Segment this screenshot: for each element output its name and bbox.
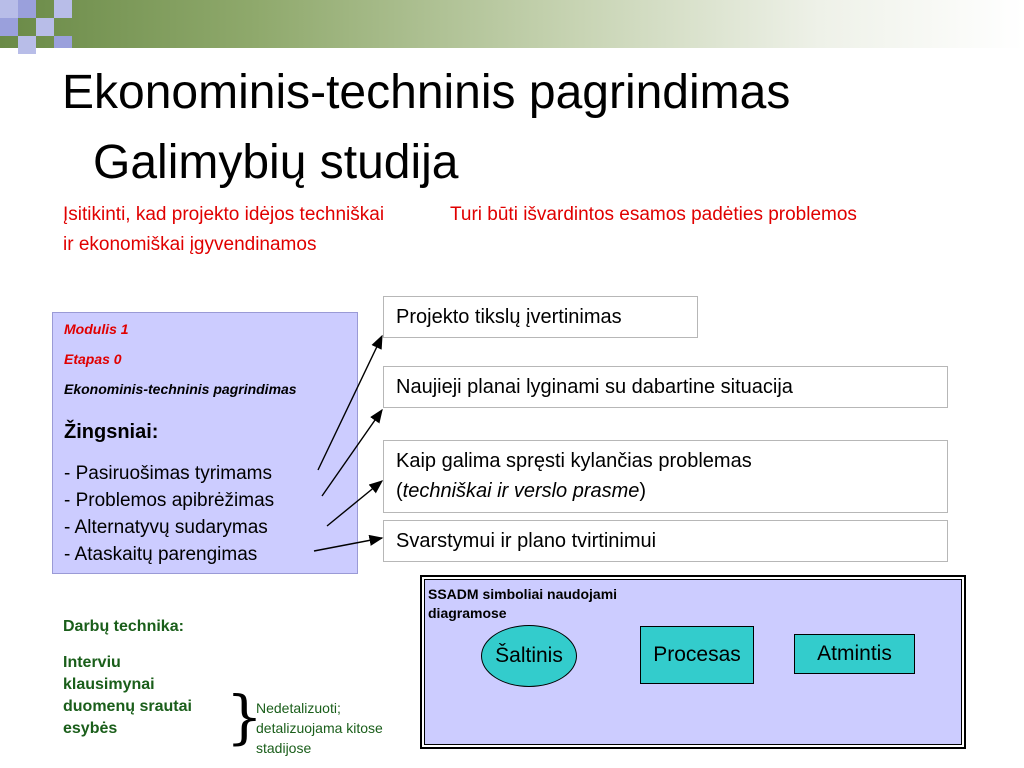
- stage-label: Etapas 0: [64, 351, 122, 367]
- techniques-heading: Darbų technika:: [63, 618, 184, 635]
- step-item: - Pasiruošimas tyrimams: [64, 463, 272, 484]
- arrow-to-problem-box: [327, 481, 382, 526]
- step-item: - Problemos apibrėžimas: [64, 490, 275, 511]
- goal-assessment-text: Projekto tikslų įvertinimas: [396, 306, 622, 328]
- process-symbol: Procesas: [640, 626, 754, 684]
- step-item: - Ataskaitų parengimas: [64, 544, 258, 565]
- steps-heading: Žingsniai:: [64, 421, 159, 443]
- slide-subtitle: Galimybių studija: [93, 136, 459, 189]
- ssadm-title: SSADM simboliai naudojami diagramose: [428, 586, 618, 621]
- module-label: Modulis 1: [64, 321, 129, 337]
- note-problems: Turi būti išvardintos esamos padėties problemos: [450, 204, 857, 225]
- detail-note: Nedetalizuoti; detalizuojama kitose stadijose: [256, 700, 383, 756]
- arrow-to-approval-box: [314, 538, 382, 551]
- note-feasibility: Įsitikinti, kad projekto idėjos techniškai ir ekonomiškai įgyvendinamos: [63, 204, 385, 255]
- module-name: Ekonominis-techninis pagrindimas: [64, 381, 297, 397]
- curly-brace: }: [226, 683, 263, 751]
- arrow-to-goal-box: [318, 336, 382, 470]
- problem-solving-aspect: (techniškai ir verslo prasme): [396, 480, 647, 502]
- arrow-to-plan-box: [322, 410, 382, 496]
- source-symbol: Šaltinis: [481, 625, 577, 687]
- techniques-list: [63, 652, 192, 740]
- datastore-symbol: Atmintis: [794, 634, 915, 674]
- plan-comparison-text: Naujieji planai lyginami su dabartine situacija: [396, 376, 793, 398]
- technique-item: klausimynai: [63, 676, 155, 693]
- technique-item: Interviu: [63, 654, 121, 671]
- problem-solving-text: Kaip galima spręsti kylančias problemas: [396, 450, 752, 472]
- technique-item: esybės: [63, 720, 118, 737]
- slide-title: Ekonominis-techninis pagrindimas: [62, 66, 791, 119]
- approval-text: Svarstymui ir plano tvirtinimui: [396, 530, 657, 552]
- technique-item: duomenų srautai: [63, 698, 192, 715]
- step-item: - Alternatyvų sudarymas: [64, 517, 268, 538]
